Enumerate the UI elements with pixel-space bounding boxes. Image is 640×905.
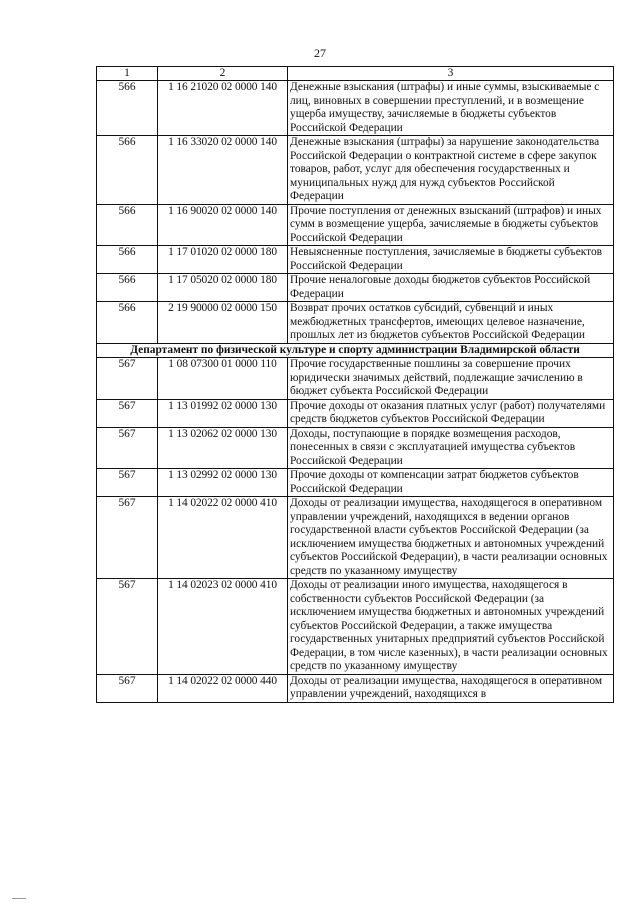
revenue-code-cell: 1 08 07300 01 0000 110 [158,358,288,400]
revenue-code-cell: 1 16 21020 02 0000 140 [158,81,288,136]
page-number: 27 [314,46,326,60]
admin-code-cell: 567 [97,579,158,675]
revenue-name-cell: Доходы, поступающие в порядке возмещения расходов, понесенных в связи с эксплуатацией имущества субъектов Российской Федерации [288,427,614,469]
header-col-2: 2 [158,67,288,81]
revenue-code-cell: 2 19 90000 02 0000 150 [158,302,288,344]
table-row [97,204,614,246]
revenue-name-cell: Прочие государственные пошлины за совершение прочих юридически значимых действий, подлежащие зачислению в бюджет субъекта Российской Федерации [288,358,614,400]
revenue-name-cell: Денежные взыскания (штрафы) и иные суммы, взыскиваемые с лиц, виновных в совершении преступлений, и в возмещение ущерба имуществу, зачисляемые в бюджеты субъектов Российской Федерации [288,81,614,136]
table-row [97,246,614,274]
table-row [97,274,614,302]
revenue-name-cell: Прочие неналоговые доходы бюджетов субъектов Российской Федерации [288,274,614,302]
revenue-name-cell: Доходы от реализации имущества, находящегося в оперативном управлении учреждений, находящихся в ведении органов государственной власти субъектов Российской Федерации (за исключением имущества бюджетных и автономных учреждений субъектов Российской Федерации), в части реализации основных средств по указанному имуществу [288,497,614,579]
revenue-name-cell: Возврат прочих остатков субсидий, субвенций и иных межбюджетных трансфертов, имеющих целевое назначение, прошлых лет из бюджетов субъектов Российской Федерации [288,302,614,344]
section-title: Департамент по физической культуре и спорту администрации Владимирской области [97,343,614,358]
admin-code-cell: 567 [97,399,158,427]
revenue-code-cell: 1 16 90020 02 0000 140 [158,204,288,246]
table-row [97,302,614,344]
section-row [97,343,614,358]
admin-code-cell: 566 [97,302,158,344]
revenue-code-cell: 1 13 01992 02 0000 130 [158,399,288,427]
admin-code-cell: 567 [97,469,158,497]
revenue-code-cell: 1 16 33020 02 0000 140 [158,136,288,205]
revenue-code-cell: 1 13 02062 02 0000 130 [158,427,288,469]
table-row [97,399,614,427]
revenue-name-cell: Доходы от реализации иного имущества, находящегося в собственности субъектов Российской Федерации (за исключением имущества бюджетных и автономных учреждений субъектов Российской Федерации, а также имущества государственных унитарных предприятий субъектов Российской Федерации, в том числе казенных), в части реализации основных средств по указанному имуществу [288,579,614,675]
revenue-name-cell: Невыясненные поступления, зачисляемые в бюджеты субъектов Российской Федерации [288,246,614,274]
admin-code-cell: 567 [97,674,158,702]
table-body [97,81,614,703]
admin-code-cell: 566 [97,204,158,246]
header-col-1: 1 [97,67,158,81]
admin-code-cell: 567 [97,358,158,400]
table-row [97,579,614,675]
revenue-name-cell: Прочие доходы от компенсации затрат бюджетов субъектов Российской Федерации [288,469,614,497]
revenue-code-cell: 1 13 02992 02 0000 130 [158,469,288,497]
admin-code-cell: 566 [97,81,158,136]
revenue-name-cell: Прочие доходы от оказания платных услуг (работ) получателями средств бюджетов субъектов Российской Федерации [288,399,614,427]
admin-code-cell: 566 [97,274,158,302]
revenue-code-cell: 1 14 02022 02 0000 410 [158,497,288,579]
revenue-code-cell: 1 17 01020 02 0000 180 [158,246,288,274]
admin-code-cell: 567 [97,497,158,579]
revenue-code-cell: 1 17 05020 02 0000 180 [158,274,288,302]
table-row [97,136,614,205]
page-edge-mark [12,898,26,899]
admin-code-cell: 566 [97,246,158,274]
table-row [97,81,614,136]
revenue-name-cell: Прочие поступления от денежных взысканий (штрафов) и иных сумм в возмещение ущерба, зачисляемые в бюджеты субъектов Российской Федерации [288,204,614,246]
table-row [97,497,614,579]
table-row [97,358,614,400]
table-row [97,427,614,469]
revenue-name-cell: Денежные взыскания (штрафы) за нарушение законодательства Российской Федерации о контрактной системе в сфере закупок товаров, работ, услуг для обеспечения государственных и муниципальных нужд для нужд субъектов Российской Федерации [288,136,614,205]
revenue-codes-table [96,66,614,703]
table-row [97,674,614,702]
revenue-name-cell: Доходы от реализации имущества, находящегося в оперативном управлении учреждений, находящихся в [288,674,614,702]
table-header [97,67,614,81]
header-col-3: 3 [288,67,614,81]
admin-code-cell: 566 [97,136,158,205]
admin-code-cell: 567 [97,427,158,469]
revenue-code-cell: 1 14 02023 02 0000 410 [158,579,288,675]
table-row [97,469,614,497]
header-row [97,67,614,81]
revenue-code-cell: 1 14 02022 02 0000 440 [158,674,288,702]
